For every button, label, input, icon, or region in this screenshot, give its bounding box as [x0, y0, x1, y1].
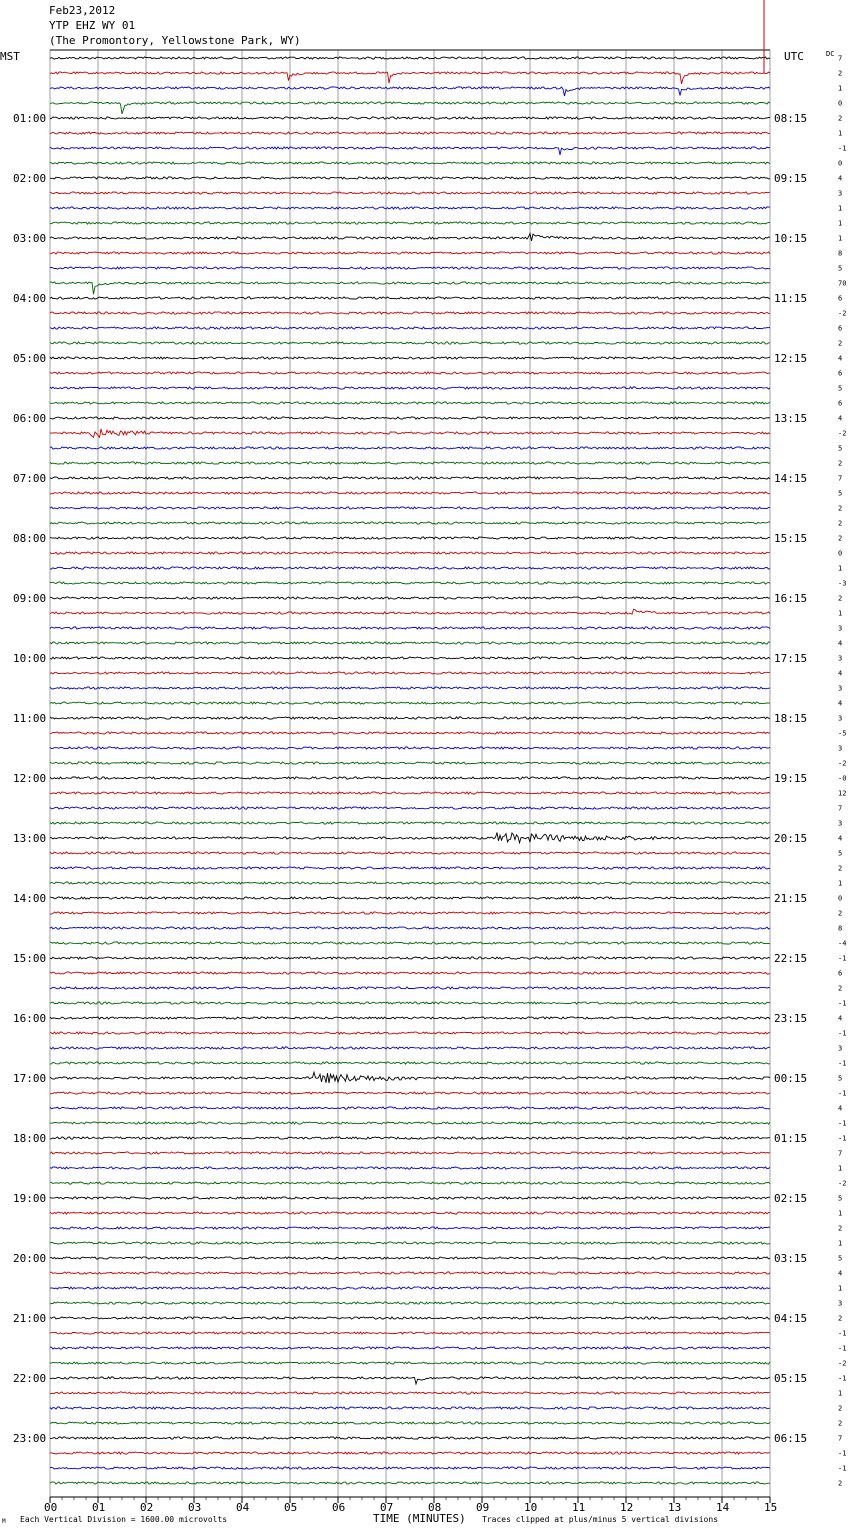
trace-47 [50, 762, 770, 764]
utc-hour-label: 19:15 [774, 772, 808, 785]
trace-7 [50, 162, 770, 164]
trace-62 [50, 987, 770, 989]
trace-60 [50, 957, 770, 959]
trace-46 [50, 747, 770, 749]
trace-19 [50, 342, 770, 344]
station-code: YTP EHZ WY 01 [49, 19, 136, 32]
mst-hour-label: 07:00 [13, 472, 47, 485]
dc-offset-label: 4 [838, 834, 843, 843]
dc-offset-label: 2 [838, 1314, 843, 1323]
dc-offset-label: 5 [838, 444, 843, 453]
dc-offset-label: -2 [838, 1179, 847, 1188]
mst-hour-label: 21:00 [13, 1312, 47, 1325]
trace-27 [50, 462, 770, 464]
trace-group [50, 57, 770, 1484]
dc-label: DC [826, 50, 835, 58]
x-tick-label: 06 [332, 1501, 346, 1514]
dc-offset-label: 7 [838, 1434, 843, 1443]
dc-offset-label: 0 [838, 159, 843, 168]
trace-94 [50, 1467, 770, 1469]
mst-hour-label: 23:00 [13, 1432, 47, 1445]
dc-offset-label: 4 [838, 354, 843, 363]
mst-hour-label: 11:00 [13, 712, 47, 725]
trace-32 [50, 537, 770, 539]
dc-offset-label: 6 [838, 294, 843, 303]
x-tick-label: 02 [140, 1501, 154, 1514]
dc-offset-label: 3 [838, 654, 843, 663]
trace-91 [50, 1422, 770, 1424]
trace-90 [50, 1407, 770, 1409]
trace-24 [50, 417, 770, 419]
trace-38 [50, 627, 770, 629]
dc-offset-label: -1 [838, 1374, 847, 1383]
trace-44 [50, 717, 770, 719]
mst-hour-label: 08:00 [13, 532, 47, 545]
dc-offset-label: -1 [838, 1464, 847, 1473]
mst-hour-label: 03:00 [13, 232, 47, 245]
trace-54 [50, 867, 770, 869]
dc-offset-label: 6 [838, 399, 843, 408]
dc-offset-label: -1 [838, 999, 847, 1008]
utc-hour-label: 13:15 [774, 412, 808, 425]
trace-67 [50, 1062, 770, 1064]
trace-66 [50, 1047, 770, 1049]
x-tick-label: 09 [476, 1501, 490, 1514]
dc-offset-label: 2 [838, 459, 843, 468]
trace-80 [50, 1257, 770, 1259]
dc-offset-label: 70 [838, 279, 847, 288]
mst-hour-label: 20:00 [13, 1252, 47, 1265]
scale-note: Each Vertical Division = 1600.00 microvolts [20, 1515, 228, 1524]
utc-hour-label: 02:15 [774, 1192, 808, 1205]
dc-offset-label: 0 [838, 549, 843, 558]
dc-offset-label: -2 [838, 759, 847, 768]
trace-36 [50, 597, 770, 599]
x-tick-label: 07 [380, 1501, 394, 1514]
trace-73 [50, 1152, 770, 1154]
trace-51 [50, 822, 770, 824]
mst-hour-label: 22:00 [13, 1372, 47, 1385]
trace-52 [50, 833, 770, 843]
trace-15 [50, 282, 770, 294]
utc-hour-label: 14:15 [774, 472, 808, 485]
mst-hour-label: 01:00 [13, 112, 47, 125]
trace-21 [50, 372, 770, 374]
dc-offset-label: -1 [838, 1134, 847, 1143]
dc-offset-label: 4 [838, 1104, 843, 1113]
trace-76 [50, 1197, 770, 1199]
trace-42 [50, 687, 770, 689]
trace-28 [50, 477, 770, 479]
utc-hour-label: 01:15 [774, 1132, 808, 1145]
trace-81 [50, 1272, 770, 1274]
dc-offset-label: -2 [838, 309, 847, 318]
trace-61 [50, 972, 770, 974]
trace-25 [50, 429, 770, 438]
trace-8 [50, 177, 770, 179]
trace-86 [50, 1347, 770, 1349]
dc-offset-label: 3 [838, 714, 843, 723]
mst-hour-label: 16:00 [13, 1012, 47, 1025]
trace-11 [50, 222, 770, 224]
trace-45 [50, 732, 770, 734]
dc-offset-label: 5 [838, 489, 843, 498]
utc-hour-label: 10:15 [774, 232, 808, 245]
trace-37 [50, 609, 770, 614]
utc-hour-label: 09:15 [774, 172, 808, 185]
mst-hour-label: 19:00 [13, 1192, 47, 1205]
dc-offset-label: 3 [838, 819, 843, 828]
dc-offset-label: 2 [838, 69, 843, 78]
trace-49 [50, 792, 770, 794]
trace-79 [50, 1242, 770, 1244]
dc-offset-label: -1 [838, 1119, 847, 1128]
trace-31 [50, 522, 770, 524]
x-tick-label: 08 [428, 1501, 442, 1514]
dc-offset-label: 1 [838, 234, 843, 243]
trace-53 [50, 852, 770, 854]
dc-offset-label: 1 [838, 1389, 843, 1398]
dc-offset-label: 4 [838, 174, 843, 183]
trace-55 [50, 882, 770, 884]
x-tick-label: 15 [764, 1501, 778, 1514]
mst-hour-label: 14:00 [13, 892, 47, 905]
utc-hour-label: 21:15 [774, 892, 808, 905]
dc-offset-label: -1 [838, 1329, 847, 1338]
dc-offset-label: 4 [838, 1269, 843, 1278]
trace-58 [50, 927, 770, 929]
trace-18 [50, 327, 770, 329]
dc-offset-label: 2 [838, 1419, 843, 1428]
utc-hour-label: 17:15 [774, 652, 808, 665]
x-tick-label: 00 [44, 1501, 58, 1514]
utc-hour-label: 08:15 [774, 112, 808, 125]
dc-offset-label: 1 [838, 1164, 843, 1173]
mst-hour-label: 12:00 [13, 772, 47, 785]
dc-offset-label: 3 [838, 624, 843, 633]
mst-hour-label: 02:00 [13, 172, 47, 185]
dc-offset-label: 2 [838, 1479, 843, 1488]
dc-offset-label: 8 [838, 924, 843, 933]
dc-offset-label: -1 [838, 1344, 847, 1353]
trace-30 [50, 507, 770, 509]
trace-78 [50, 1227, 770, 1229]
trace-95 [50, 1482, 770, 1484]
dc-offset-label: -1 [838, 1089, 847, 1098]
x-axis-title: TIME (MINUTES) [373, 1512, 466, 1525]
dc-offset-label: 4 [838, 1014, 843, 1023]
dc-offset-label: -1 [838, 1029, 847, 1038]
dc-offset-label: -1 [838, 954, 847, 963]
trace-23 [50, 402, 770, 404]
trace-65 [50, 1032, 770, 1034]
trace-33 [50, 552, 770, 554]
trace-26 [50, 447, 770, 449]
trace-74 [50, 1167, 770, 1169]
x-tick-label: 13 [668, 1501, 682, 1514]
trace-92 [50, 1437, 770, 1439]
trace-34 [50, 567, 770, 569]
utc-hour-label: 05:15 [774, 1372, 808, 1385]
trace-39 [50, 642, 770, 644]
trace-29 [50, 492, 770, 494]
dc-offset-label: -2 [838, 429, 847, 438]
dc-offset-label: 6 [838, 324, 843, 333]
dc-offset-label: 4 [838, 639, 843, 648]
trace-10 [50, 207, 770, 209]
dc-offset-label: 2 [838, 864, 843, 873]
dc-offset-label: 0 [838, 894, 843, 903]
dc-offset-label: 2 [838, 1404, 843, 1413]
dc-offset-label: 1 [838, 84, 843, 93]
dc-offset-label: 1 [838, 879, 843, 888]
dc-offset-label: 2 [838, 909, 843, 918]
trace-2 [50, 87, 770, 96]
mst-hour-label: 15:00 [13, 952, 47, 965]
trace-63 [50, 1002, 770, 1004]
utc-hour-label: 18:15 [774, 712, 808, 725]
trace-1 [50, 72, 770, 84]
dc-offset-label: 12 [838, 789, 847, 798]
trace-68 [50, 1072, 770, 1083]
dc-offset-label: 3 [838, 1299, 843, 1308]
trace-70 [50, 1107, 770, 1109]
dc-offset-label: -4 [838, 939, 847, 948]
utc-hour-label: 00:15 [774, 1072, 808, 1085]
mst-hour-label: 10:00 [13, 652, 47, 665]
trace-17 [50, 312, 770, 314]
utc-hour-label: 11:15 [774, 292, 808, 305]
dc-offset-label: 4 [838, 669, 843, 678]
utc-hour-label: 23:15 [774, 1012, 808, 1025]
dc-offset-label: 3 [838, 1044, 843, 1053]
dc-offset-label: 1 [838, 1239, 843, 1248]
trace-0 [50, 57, 770, 59]
dc-offset-label: 7 [838, 1149, 843, 1158]
dc-offset-label: 2 [838, 534, 843, 543]
dc-offset-label: 7 [838, 54, 843, 63]
dc-offset-label: 5 [838, 849, 843, 858]
x-tick-label: 04 [236, 1501, 250, 1514]
dc-offset-label: 2 [838, 114, 843, 123]
trace-71 [50, 1122, 770, 1124]
dc-offset-label: -2 [838, 1359, 847, 1368]
trace-20 [50, 357, 770, 359]
trace-82 [50, 1287, 770, 1289]
trace-41 [50, 672, 770, 674]
trace-40 [50, 657, 770, 659]
x-tick-label: 03 [188, 1501, 202, 1514]
trace-14 [50, 267, 770, 269]
mst-hour-label: 09:00 [13, 592, 47, 605]
trace-57 [50, 912, 770, 914]
utc-hour-label: 12:15 [774, 352, 808, 365]
corner-mark: M [2, 1518, 6, 1525]
dc-offset-label: -5 [838, 729, 847, 738]
dc-offset-label: 6 [838, 969, 843, 978]
trace-12 [50, 233, 770, 241]
x-tick-label: 10 [524, 1501, 538, 1514]
trace-48 [50, 777, 770, 779]
trace-13 [50, 252, 770, 254]
trace-72 [50, 1137, 770, 1139]
trace-69 [50, 1092, 770, 1094]
dc-offset-label: 3 [838, 684, 843, 693]
trace-43 [50, 702, 770, 704]
utc-hour-label: 16:15 [774, 592, 808, 605]
mst-hour-label: 17:00 [13, 1072, 47, 1085]
station-location: (The Promontory, Yellowstone Park, WY) [49, 34, 301, 47]
mst-hour-label: 04:00 [13, 292, 47, 305]
trace-75 [50, 1182, 770, 1184]
dc-offset-label: 1 [838, 609, 843, 618]
dc-offset-label: 4 [838, 699, 843, 708]
dc-offset-label: 1 [838, 1284, 843, 1293]
dc-offset-label: 7 [838, 804, 843, 813]
dc-offset-label: 5 [838, 1194, 843, 1203]
dc-offset-label: 5 [838, 1074, 843, 1083]
trace-87 [50, 1362, 770, 1364]
dc-offset-label: 2 [838, 504, 843, 513]
dc-offset-label: 0 [838, 99, 843, 108]
trace-5 [50, 132, 770, 134]
trace-16 [50, 297, 770, 299]
trace-88 [50, 1377, 770, 1384]
trace-83 [50, 1302, 770, 1304]
utc-hour-label: 22:15 [774, 952, 808, 965]
utc-hour-label: 04:15 [774, 1312, 808, 1325]
dc-offset-label: 2 [838, 1224, 843, 1233]
dc-offset-label: 1 [838, 1209, 843, 1218]
dc-offset-label: 6 [838, 369, 843, 378]
utc-hour-label: 20:15 [774, 832, 808, 845]
mst-hour-label: 18:00 [13, 1132, 47, 1145]
dc-offset-label: 3 [838, 744, 843, 753]
trace-50 [50, 807, 770, 809]
dc-offset-label: 5 [838, 1254, 843, 1263]
dc-offset-label: -3 [838, 579, 847, 588]
dc-offset-label: 1 [838, 129, 843, 138]
dc-offset-label: -0 [838, 774, 847, 783]
mst-hour-label: 05:00 [13, 352, 47, 365]
dc-offset-label: 3 [838, 189, 843, 198]
dc-offset-label: 1 [838, 204, 843, 213]
trace-89 [50, 1392, 770, 1394]
dc-offset-label: -1 [838, 1059, 847, 1068]
x-tick-label: 05 [284, 1501, 298, 1514]
dc-offset-label: 4 [838, 414, 843, 423]
trace-3 [50, 102, 770, 114]
trace-59 [50, 942, 770, 944]
dc-offset-label: 2 [838, 339, 843, 348]
trace-9 [50, 192, 770, 194]
x-tick-label: 14 [716, 1501, 730, 1514]
trace-22 [50, 387, 770, 389]
record-date: Feb23,2012 [49, 4, 116, 17]
dc-offset-label: 2 [838, 594, 843, 603]
trace-84 [50, 1317, 770, 1319]
trace-35 [50, 582, 770, 584]
dc-offset-label: 5 [838, 264, 843, 273]
x-tick-label: 12 [620, 1501, 634, 1514]
dc-offset-label: 2 [838, 984, 843, 993]
trace-4 [50, 117, 770, 119]
utc-hour-label: 06:15 [774, 1432, 808, 1445]
dc-offset-label: -1 [838, 144, 847, 153]
trace-56 [50, 897, 770, 899]
mst-axis-label: MST [0, 50, 20, 63]
dc-offset-label: 7 [838, 474, 843, 483]
dc-offset-label: 1 [838, 564, 843, 573]
trace-77 [50, 1212, 770, 1214]
dc-offset-label: 5 [838, 384, 843, 393]
trace-6 [50, 147, 770, 155]
trace-85 [50, 1332, 770, 1334]
dc-offset-label: 1 [838, 219, 843, 228]
trace-64 [50, 1017, 770, 1019]
utc-hour-label: 15:15 [774, 532, 808, 545]
x-tick-label: 11 [572, 1501, 586, 1514]
mst-hour-label: 13:00 [13, 832, 47, 845]
utc-axis-label: UTC [784, 50, 804, 63]
trace-93 [50, 1452, 770, 1454]
dc-offset-label: -1 [838, 1449, 847, 1458]
dc-offset-label: 8 [838, 249, 843, 258]
mst-hour-label: 06:00 [13, 412, 47, 425]
x-tick-label: 01 [92, 1501, 106, 1514]
dc-offset-label: 2 [838, 519, 843, 528]
utc-hour-label: 03:15 [774, 1252, 808, 1265]
clip-note: Traces clipped at plus/minus 5 vertical divisions [482, 1515, 719, 1524]
